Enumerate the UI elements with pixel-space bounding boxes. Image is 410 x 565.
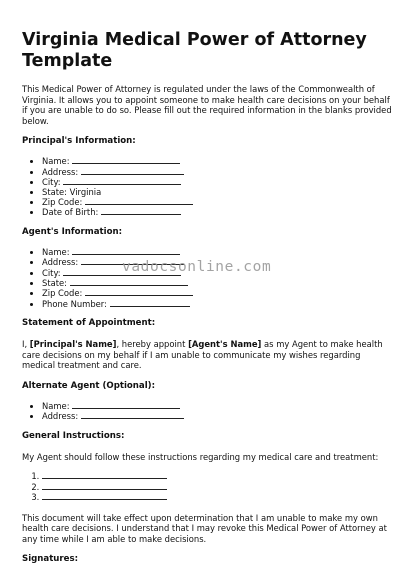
field-label: City: bbox=[42, 267, 61, 278]
blank-line[interactable] bbox=[81, 411, 184, 419]
document-title: Virginia Medical Power of Attorney Template bbox=[22, 30, 367, 71]
instructions-heading: General Instructions: bbox=[22, 430, 125, 441]
alternate-heading: Alternate Agent (Optional): bbox=[22, 381, 156, 392]
appointment-text: , hereby appoint bbox=[116, 339, 189, 350]
field-label: Phone Number: bbox=[42, 298, 107, 309]
field-label: City: bbox=[42, 177, 61, 188]
blank-line[interactable] bbox=[70, 278, 188, 286]
intro-paragraph: This Medical Power of Attorney is regulated under the laws of the Commonwealth of Virginia. It allows you to appoint someone to make health care decisions on your behalf if you are unable to do so. Please fill out the required information in the blanks provided below. bbox=[22, 84, 392, 126]
field-label: State: bbox=[42, 278, 67, 289]
agent-zip-field[interactable] bbox=[42, 288, 392, 298]
field-label: Name: bbox=[42, 156, 70, 167]
appointment-text: as my Agent to make health care decisions on my behalf if I am unable to communicate my wishes regarding medical treatment and care. bbox=[22, 339, 383, 371]
field-label: Name: bbox=[42, 401, 70, 412]
principal-name-placeholder: [Principal's Name] bbox=[29, 339, 117, 350]
principal-state-field bbox=[42, 188, 392, 197]
agent-name-placeholder: [Agent's Name] bbox=[188, 339, 262, 350]
principal-heading: Principal's Information: bbox=[22, 136, 136, 147]
document-page bbox=[22, 30, 392, 565]
alternate-name-field[interactable] bbox=[42, 401, 392, 411]
blank-line[interactable] bbox=[72, 156, 180, 164]
field-label: Zip Code: bbox=[42, 288, 83, 299]
field-label: Address: bbox=[42, 411, 79, 422]
blank-line[interactable] bbox=[101, 207, 181, 215]
principal-dob-field[interactable] bbox=[42, 207, 392, 217]
instruction-item[interactable] bbox=[42, 492, 392, 502]
field-label: Name: bbox=[42, 246, 70, 257]
alternate-address-field[interactable] bbox=[42, 411, 392, 421]
appointment-heading: Statement of Appointment: bbox=[22, 318, 156, 329]
blank-line[interactable] bbox=[72, 247, 180, 255]
alternate-fields bbox=[22, 401, 392, 422]
blank-line[interactable] bbox=[81, 167, 184, 175]
blank-line[interactable] bbox=[85, 197, 193, 205]
effect-paragraph: This document will take effect upon determination that I am unable to make my own health care decisions. I understand that I may revoke this Medical Power of Attorney at any time while I am able to make decisions. bbox=[22, 512, 387, 544]
agent-name-field[interactable] bbox=[42, 247, 392, 257]
signatures-heading: Signatures: bbox=[22, 554, 79, 565]
instructions-list bbox=[22, 471, 392, 502]
principal-fields bbox=[22, 156, 392, 217]
field-label: State: Virginia bbox=[42, 186, 102, 197]
agent-phone-field[interactable] bbox=[42, 299, 392, 309]
blank-line[interactable] bbox=[42, 482, 167, 490]
blank-line[interactable] bbox=[63, 177, 181, 185]
field-label: Address: bbox=[42, 257, 79, 268]
principal-zip-field[interactable] bbox=[42, 197, 392, 207]
field-label: Zip Code: bbox=[42, 197, 83, 207]
blank-line[interactable] bbox=[42, 492, 167, 500]
instruction-item[interactable] bbox=[42, 482, 392, 492]
appointment-paragraph bbox=[22, 339, 392, 371]
instructions-paragraph: My Agent should follow these instructions regarding my medical care and treatment: bbox=[22, 451, 379, 462]
instruction-item[interactable] bbox=[42, 471, 392, 481]
blank-line[interactable] bbox=[85, 288, 193, 296]
principal-address-field[interactable] bbox=[42, 167, 392, 177]
watermark-text: vadocsonline.com bbox=[122, 259, 272, 275]
field-label: Date of Birth: bbox=[42, 207, 99, 218]
agent-heading: Agent's Information: bbox=[22, 226, 123, 237]
field-label: Address: bbox=[42, 166, 79, 177]
blank-line[interactable] bbox=[110, 299, 190, 307]
appointment-text: I, bbox=[22, 339, 30, 350]
agent-fields bbox=[22, 247, 392, 309]
blank-line[interactable] bbox=[42, 471, 167, 479]
blank-line[interactable] bbox=[72, 401, 180, 409]
principal-name-field[interactable] bbox=[42, 156, 392, 166]
agent-state-field[interactable] bbox=[42, 278, 392, 288]
